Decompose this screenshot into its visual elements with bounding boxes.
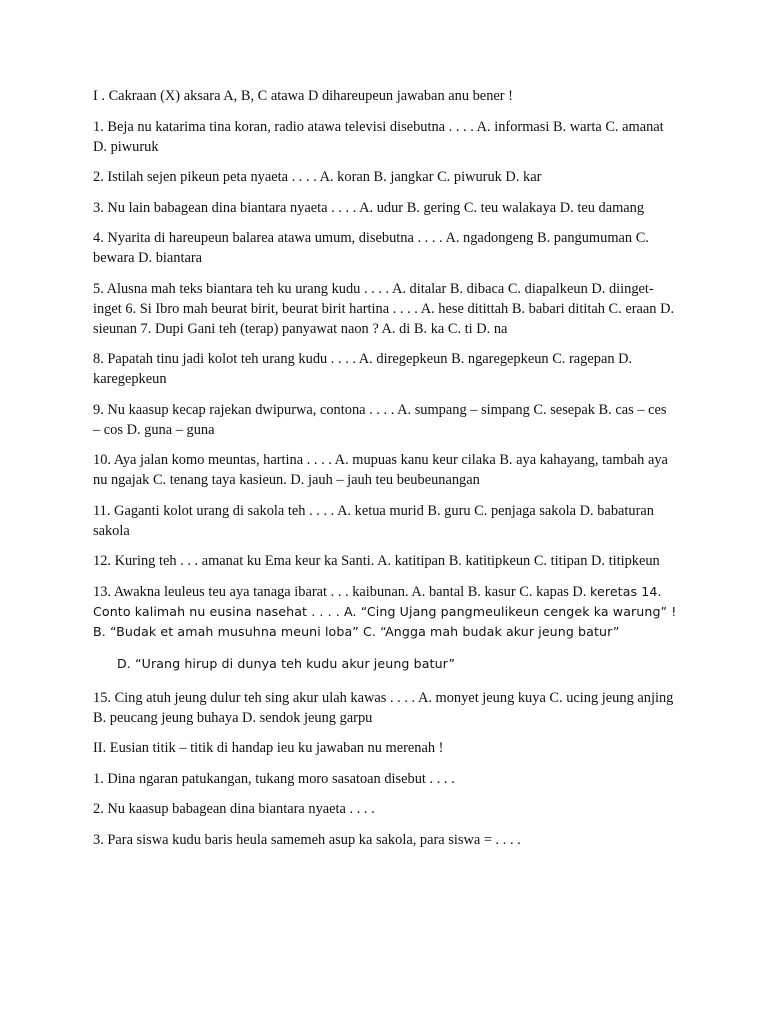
question-15: 15. Cing atuh jeung dulur teh sing akur ulah kawas . . . . A. monyet jeung kuya C. ucing jeung anjing B. peucang jeung buhaya D. sendok jeung garpu <box>93 689 674 726</box>
question-2: 2. Istilah sejen pikeun peta nyaeta . . . . A. koran B. jangkar C. piwuruk D. kar <box>93 169 542 185</box>
question-1: 1. Beja nu katarima tina koran, radio atawa televisi disebutna . . . . A. informasi B. warta C. amanat D. piwuruk <box>93 118 664 155</box>
section2-heading: II. Eusian titik – titik di handap ieu ku jawaban nu merenah ! <box>93 740 444 756</box>
worksheet-content <box>93 86 677 860</box>
fill-item-3: 3. Para siswa kudu baris heula samemeh asup ka sakola, para siswa = . . . . <box>93 831 521 848</box>
question-3: 3. Nu lain babagean dina biantara nyaeta . . . . A. udur B. gering C. teu walakaya D. teu damang <box>93 199 645 216</box>
question-13-14 <box>93 582 677 642</box>
question-10: 10. Aya jalan komo meuntas, hartina . . . . A. mupuas kanu keur cilaka B. aya kahayang, tambah aya nu ngajak C. tenang taya kasieun. D. jauh – jauh teu beubeunangan <box>93 452 668 488</box>
question-4: 4. Nyarita di hareupeun balarea atawa umum, disebutna . . . . A. ngadongeng B. pangumuman C. bewara D. biantara <box>93 230 649 266</box>
question-12: 12. Kuring teh . . . amanat ku Ema keur ka Santi. A. katitipan B. katitipkeun C. titipan D. titipkeun <box>93 553 660 569</box>
question-8: 8. Papatah tinu jadi kolot teh urang kudu . . . . A. diregepkeun B. ngaregepkeun C. ragepan D. karegepkeun <box>93 351 633 387</box>
question-9: 9. Nu kaasup kecap rajekan dwipurwa, contona . . . . A. sumpang – simpang C. sesepak B. cas – ces – cos D. guna – guna <box>93 401 667 438</box>
question-11: 11. Gaganti kolot urang di sakola teh . . . . A. ketua murid B. guru C. penjaga sakola D. babaturan sakola <box>93 502 654 539</box>
fill-item-1: 1. Dina ngaran patukangan, tukang moro sasatoan disebut . . . . <box>93 770 455 787</box>
question-13-serif-text: 13. Awakna leuleus teu aya tanaga ibarat . . . kaibunan. A. bantal B. kasur C. kapas D. <box>93 583 587 600</box>
question-5-7: 5. Alusna mah teks biantara teh ku urang kudu . . . . A. ditalar B. dibaca C. diapalkeun D. diinget-inget 6. Si Ibro mah beurat birit, beurat birit hartina . . . . A. hese ditittah B. babari dititah C. eraan D. sieunan 7. Dupi Gani teh (terap) panyawat naon ? A. di B. ka C. ti D. na <box>93 280 675 337</box>
fill-item-2: 2. Nu kaasup babagean dina biantara nyaeta . . . . <box>93 801 375 817</box>
question-13-14-sans-text: keretas 14. Conto kalimah nu eusina nasehat . . . . A. “Cing Ujang pangmeulikeun cengek ka warung” ! B. “Budak et amah musuhna meuni loba” C. “Angga mah budak akur jeung batur” <box>93 583 677 639</box>
question-14-option-d: D. “Urang hirup di dunya teh kudu akur jeung batur” <box>117 655 456 671</box>
section1-heading: I . Cakraan (X) aksara A, B, C atawa D dihareupeun jawaban anu bener ! <box>93 88 513 104</box>
